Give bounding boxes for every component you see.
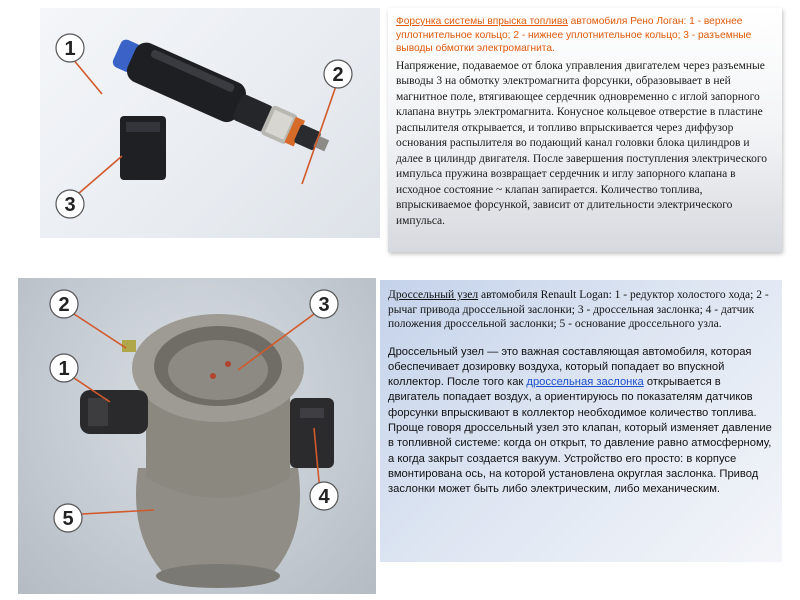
callout-2 — [50, 290, 78, 318]
throttle-body-part2: открывается в двигатель попадает воздух, а ориентируюсь по показателям датчиков форсунки впрыскивают в коллектор необходимое количество топлива. Проще говоря дроссельный узел это клапан, который изменяет давление в топливной системе: когда он открыт, то давление равно атмосферному, а когда закрыт создается вакуум. Устройство его просто: в корпусе вмонтирована ось, на которой установлена округлая заслонка. Привод заслонки может быть либо электрическим, либо механическим. — [388, 376, 772, 496]
svg-text:5: 5 — [62, 508, 74, 530]
throttle-body-text — [388, 345, 774, 498]
callout-4 — [310, 482, 338, 510]
svg-text:2: 2 — [58, 294, 70, 316]
injector-caption — [396, 15, 774, 56]
injector-description-panel — [388, 8, 782, 252]
throttle-description-panel — [380, 280, 782, 562]
callout-5 — [54, 504, 82, 532]
throttle-caption-text: автомобиля Renault Logan: 1 - редуктор холостого хода; 2 - рычаг привода дроссельной заслонки; 3 - дроссельная заслонка; 4 - датчик положения дроссельной заслонки; 5 - основание дроссельного узла. — [388, 289, 769, 330]
injector-photo — [40, 8, 380, 238]
callout-3 — [310, 290, 338, 318]
svg-text:2: 2 — [332, 64, 344, 86]
svg-text:1: 1 — [58, 358, 70, 380]
injector-illustration — [40, 8, 380, 238]
throttle-body-illustration — [18, 278, 376, 594]
injector-body-text: Напряжение, подаваемое от блока управления двигателем через разъемные выводы 3 на обмотку электромагнита форсунки, образовывает в ней магнитное поле, втягивающее сердечник одновременно с иглой запорного клапана внутрь электромагнита. Конусное кольцевое отверстие в пластине распылителя открывается, и топливо впрыскивается через диффузор основания распылителя во подающий канал головки блока цилиндров и далее в цилиндр двигателя. После завершения поступления электрического импульса пружина возвращает сердечник и иглу запорного клапана в исходное состояние ~ клапан запирается. Количество топлива, впрыскиваемое форсункой, зависит от длительности электрического импульса. — [396, 59, 768, 227]
injector-caption-text: автомобиля Рено Логан: 1 - верхнее уплотнительное кольцо; 2 - нижнее уплотнительное кольцо; 3 - разъемные выводы обмотки электромагнита. — [396, 16, 752, 54]
throttle-body-part1: Дроссельный узел — это важная составляющая автомобиля, которая обеспечивает дозировку воздуха, который попадает во впускной коллектор. После того как — [388, 345, 752, 389]
throttle-caption-link[interactable]: Дроссельный узел — [388, 289, 479, 301]
callout-1 — [50, 354, 78, 382]
callout-1 — [56, 34, 84, 62]
injector-caption-link[interactable]: Форсунка системы впрыска топлива — [396, 16, 568, 27]
throttle-plate-link[interactable]: дроссельная заслонка — [526, 376, 644, 389]
svg-text:3: 3 — [64, 194, 76, 216]
throttle-plate — [168, 340, 268, 400]
throttle-body-photo — [18, 278, 376, 594]
svg-text:3: 3 — [318, 294, 330, 316]
callout-2 — [324, 60, 352, 88]
svg-text:1: 1 — [64, 38, 76, 60]
svg-text:4: 4 — [318, 486, 330, 508]
throttle-caption — [388, 288, 774, 332]
callout-3 — [56, 190, 84, 218]
